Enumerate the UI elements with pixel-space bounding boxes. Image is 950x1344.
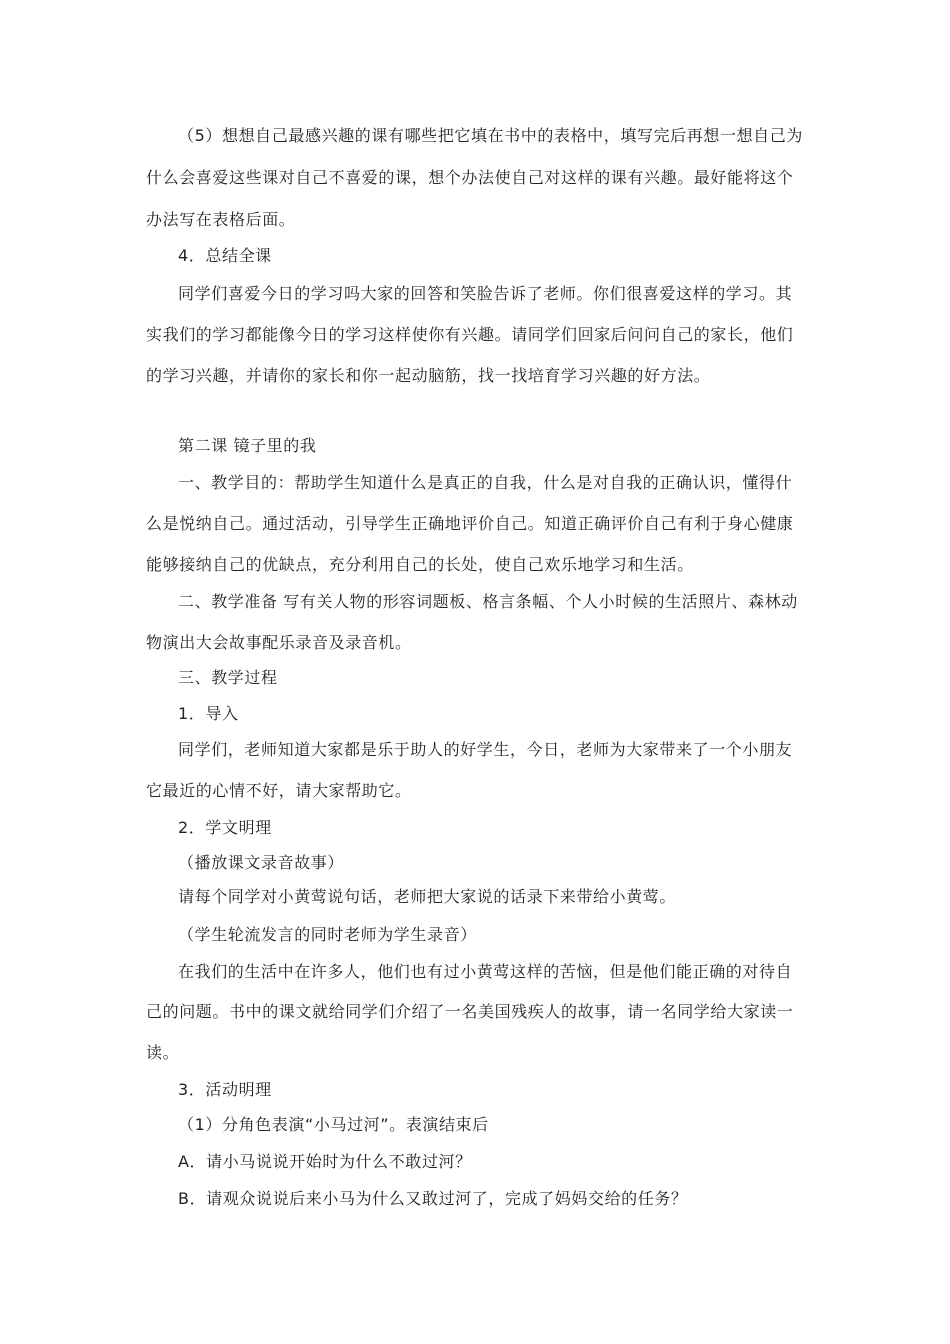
paragraph-line: 一、教学目的：帮助学生知道什么是真正的自我，什么是对自我的正确认识，懂得什 [178, 473, 793, 492]
paragraph-line: 同学们喜爱今日的学习吗大家的回答和笑脸告诉了老师。你们很喜爱这样的学习。其 [178, 284, 793, 303]
paragraph-line: （播放课文录音故事） [178, 853, 345, 872]
section-heading: 4．总结全课 [178, 246, 272, 265]
paragraph-line: （学生轮流发言的同时老师为学生录音） [178, 925, 477, 944]
section-heading: 2．学文明理 [178, 818, 272, 837]
list-item: B．请观众说说后来小马为什么又敢过河了，完成了妈妈交给的任务？ [178, 1189, 688, 1208]
paragraph-line: 读。 [146, 1043, 180, 1062]
section-heading: 3．活动明理 [178, 1080, 272, 1099]
lesson-title: 第二课 镜子里的我 [178, 436, 317, 455]
paragraph-line: 的学习兴趣，并请你的家长和你一起动脑筋，找一找培育学习兴趣的好方法。 [146, 366, 711, 385]
paragraph-line: （5）想想自己最感兴趣的课有哪些把它填在书中的表格中，填写完后再想一想自己为 [178, 126, 803, 145]
paragraph-line: （1）分角色表演“小马过河”。表演结束后 [178, 1115, 489, 1134]
paragraph-line: 二、教学准备 写有关人物的形容词题板、格言条幅、个人小时候的生活照片、森林动 [178, 592, 798, 611]
paragraph-line: 己的问题。书中的课文就给同学们介绍了一名美国残疾人的故事，请一名同学给大家读一 [146, 1002, 794, 1021]
paragraph-line: 实我们的学习都能像今日的学习这样使你有兴趣。请同学们回家后问问自己的家长，他们 [146, 325, 794, 344]
paragraph-line: 它最近的心情不好，请大家帮助它。 [146, 781, 412, 800]
paragraph-line: 物演出大会故事配乐录音及录音机。 [146, 633, 412, 652]
list-item: A．请小马说说开始时为什么不敢过河？ [178, 1152, 472, 1171]
paragraph-line: 么是悦纳自己。通过活动，引导学生正确地评价自己。知道正确评价自己有利于身心健康 [146, 514, 794, 533]
paragraph-line: 能够接纳自己的优缺点，充分利用自己的长处，使自己欢乐地学习和生活。 [146, 555, 694, 574]
paragraph-line: 办法写在表格后面。 [146, 210, 296, 229]
paragraph-line: 在我们的生活中在许多人，他们也有过小黄莺这样的苦恼，但是他们能正确的对待自 [178, 962, 793, 981]
paragraph-line: 同学们，老师知道大家都是乐于助人的好学生，今日，老师为大家带来了一个小朋友 [178, 740, 793, 759]
section-heading: 三、教学过程 [178, 668, 278, 687]
paragraph-line: 请每个同学对小黄莺说句话，老师把大家说的话录下来带给小黄莺。 [178, 887, 677, 906]
paragraph-line: 什么会喜爱这些课对自己不喜爱的课，想个办法使自己对这样的课有兴趣。最好能将这个 [146, 168, 794, 187]
section-heading: 1．导入 [178, 704, 239, 723]
